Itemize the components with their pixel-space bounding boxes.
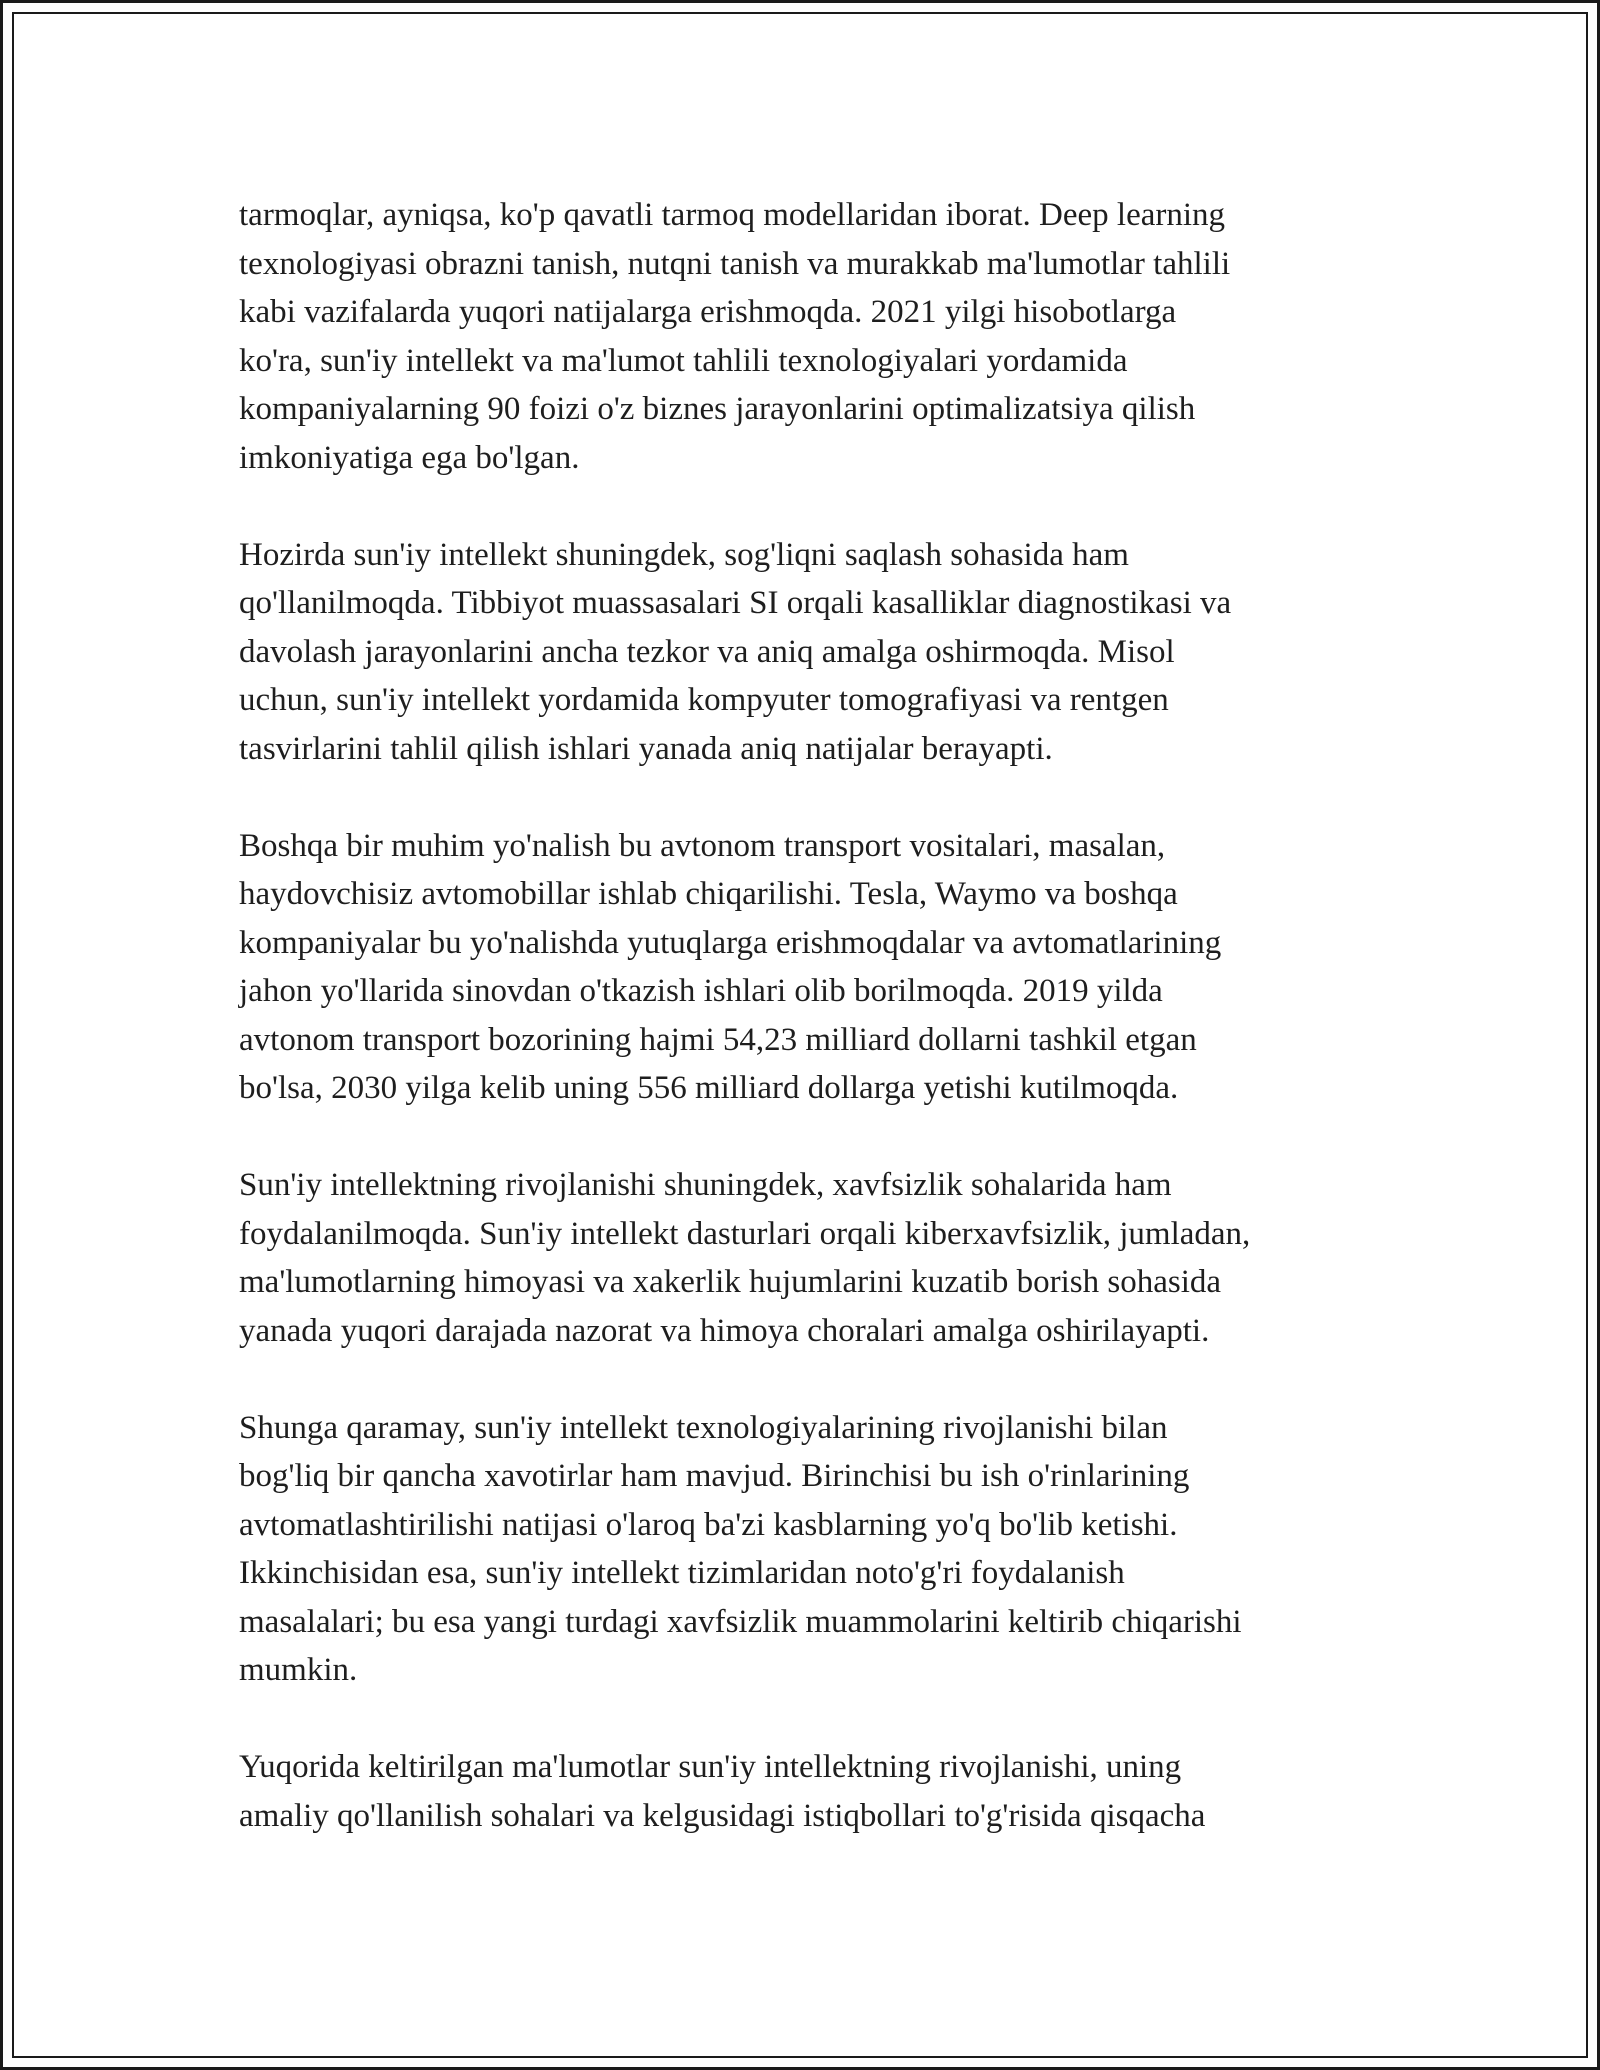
paragraph-1 (239, 191, 1379, 482)
text-line: Boshqa bir muhim yo'nalish bu avtonom transport vositalari, masalan, (239, 827, 1166, 864)
paragraph-2 (239, 531, 1379, 774)
text-line: yanada yuqori darajada nazorat va himoya choralari amalga oshirilayapti. (239, 1312, 1210, 1349)
text-line: ma'lumotlarning himoyasi va xakerlik hujumlarini kuzatib borish sohasida (239, 1264, 1222, 1300)
text-line: masalalari; bu esa yangi turdagi xavfsizlik muammolarini keltirib chiqarishi (239, 1603, 1242, 1640)
text-line: haydovchisiz avtomobillar ishlab chiqarilishi. Tesla, Waymo va boshqa (239, 876, 1178, 912)
text-line: avtomatlashtirilishi natijasi o'laroq ba'zi kasblarning yo'q bo'lib ketishi. (239, 1506, 1178, 1543)
text-line: ko'ra, sun'iy intellekt va ma'lumot tahlili texnologiyalari yordamida (239, 342, 1128, 379)
text-line: imkoniyatiga ega bo'lgan. (239, 439, 580, 476)
text-line: kabi vazifalarda yuqori natijalarga erishmoqda. 2021 yilgi hisobotlarga (239, 294, 1177, 330)
text-line: kompaniyalar bu yo'nalishda yutuqlarga erishmoqdalar va avtomatlarining (239, 924, 1222, 961)
text-line: mumkin. (239, 1652, 358, 1688)
text-line: Sun'iy intellektning rivojlanishi shuningdek, xavfsizlik sohalarida ham (239, 1167, 1172, 1203)
text-line: amaliy qo'llanilish sohalari va kelgusidagi istiqbollari to'g'risida qisqacha (239, 1797, 1206, 1834)
text-line: qo'llanilmoqda. Tibbiyot muassasalari SI orqali kasalliklar diagnostikasi va (239, 585, 1232, 621)
paragraph-6 (239, 1743, 1379, 1840)
text-line: uchun, sun'iy intellekt yordamida kompyuter tomografiyasi va rentgen (239, 682, 1169, 718)
text-line: avtonom transport bozorining hajmi 54,23 milliard dollarni tashkil etgan (239, 1021, 1197, 1058)
text-line: tasvirlarini tahlil qilish ishlari yanada aniq natijalar berayapti. (239, 730, 1053, 767)
text-line: foydalanilmoqda. Sun'iy intellekt dasturlari orqali kiberxavfsizlik, jumladan, (239, 1215, 1251, 1252)
paragraph-4 (239, 1161, 1379, 1355)
text-line: davolash jarayonlarini ancha tezkor va aniq amalga oshirmoqda. Misol (239, 633, 1175, 670)
text-line: texnologiyasi obrazni tanish, nutqni tanish va murakkab ma'lumotlar tahlili (239, 245, 1231, 282)
paragraph-3 (239, 822, 1379, 1113)
text-line: Hozirda sun'iy intellekt shuningdek, sog'liqni saqlash sohasida ham (239, 536, 1129, 573)
text-line: bog'liq bir qancha xavotirlar ham mavjud. Birinchisi bu ish o'rinlarining (239, 1458, 1190, 1494)
paragraph-5 (239, 1404, 1379, 1695)
text-line: Ikkinchisidan esa, sun'iy intellekt tizimlaridan noto'g'ri foydalanish (239, 1555, 1125, 1591)
text-line: Shunga qaramay, sun'iy intellekt texnologiyalarining rivojlanishi bilan (239, 1409, 1168, 1446)
text-line: jahon yo'llarida sinovdan o'tkazish ishlari olib borilmoqda. 2019 yilda (239, 973, 1163, 1009)
text-line: kompaniyalarning 90 foizi o'z biznes jarayonlarini optimalizatsiya qilish (239, 391, 1196, 427)
text-line: tarmoqlar, ayniqsa, ko'p qavatli tarmoq modellaridan iborat. Deep learning (239, 197, 1226, 233)
text-line: Yuqorida keltirilgan ma'lumotlar sun'iy intellektning rivojlanishi, uning (239, 1749, 1182, 1785)
text-line: bo'lsa, 2030 yilga kelib uning 556 milliard dollarga yetishi kutilmoqda. (239, 1070, 1179, 1106)
document-body (239, 191, 1379, 1889)
